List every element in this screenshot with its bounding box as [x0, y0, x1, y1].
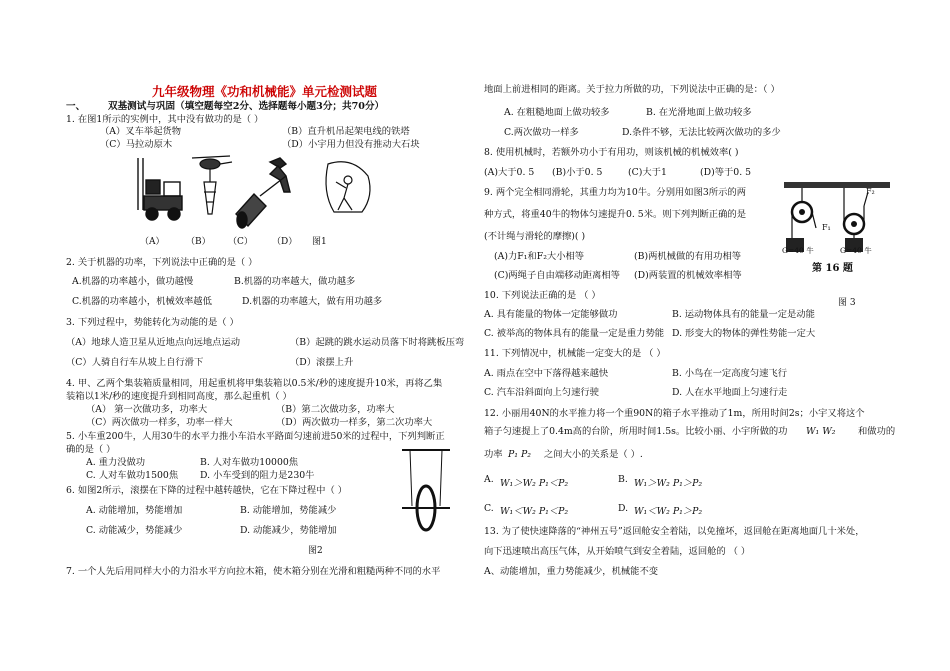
q7-option-b: B. 在光滑地面上做功较多: [646, 107, 752, 118]
question-7-continued: 地面上前进相同的距离。关于拉力所做的功，下列说法中正确的是：（ ）: [484, 84, 780, 95]
question-4-line-2: 装箱以1米/秒的速度提升到相同高度，那么起重机（ ）: [66, 391, 292, 402]
figure-3-force-f2: F₂: [866, 187, 875, 196]
figure-3-weight-left: G=40 牛: [782, 246, 814, 255]
q10-option-d: D. 形变大的物体的弹性势能一定大: [672, 328, 816, 339]
question-8: 8. 使用机械时，若额外功小于有用功，则该机械的机械效率( ): [484, 147, 739, 158]
question-6: 6. 如图2所示，滚摆在下降的过程中越转越快，它在下降过程中（ ）: [66, 485, 348, 496]
q8-option-b: (B)小于0. 5: [552, 167, 603, 178]
figure-3-caption: 图 3: [838, 298, 856, 308]
figure-2-caption: 图2: [308, 546, 323, 556]
exam-title: 九年级物理《功和机械能》单元检测试题: [152, 84, 378, 99]
q3-option-c: （C）人骑自行车从坡上自行滑下: [66, 357, 204, 368]
q10-option-a: A. 具有能量的物体一定能够做功: [484, 309, 618, 320]
q12-option-b-formula: W₁＞W₂ P₁＞P₂: [634, 478, 703, 489]
q12-option-d-formula: W₁＜W₂ P₁＞P₂: [634, 506, 703, 517]
q3-option-b: （B）起跳的跳水运动员落下时将跳板压弯: [290, 337, 465, 348]
question-12-line-3a: 功率: [484, 449, 503, 460]
question-9-line-3: (不计绳与滑轮的摩擦)( ): [484, 231, 586, 242]
question-12-line-3b: 之间大小的关系是（ ）.: [544, 449, 643, 460]
question-12-line-1: 12. 小丽用40N的水平推力将一个重90N的箱子水平推动了1m，所用时间2s；小宇又将这个: [484, 408, 865, 419]
horse-log-illustration: [236, 158, 290, 228]
q11-option-c: C. 汽车沿斜面向上匀速行驶: [484, 387, 599, 398]
question-1: 1. 在图1所示的实例中，其中没有做功的是（ ）: [66, 114, 264, 125]
figure-2-rolling-pendulum: [398, 446, 454, 536]
q7-option-d: D.条件不够，无法比较两次做功的多少: [622, 127, 781, 138]
q9-option-b: (B)两机械做的有用功相等: [634, 251, 742, 262]
q8-option-d: (D)等于0. 5: [700, 167, 752, 178]
q8-option-c: (C)大于1: [628, 167, 667, 178]
q12-option-a-label: A.: [484, 474, 494, 485]
q6-option-a: A. 动能增加，势能增加: [86, 505, 183, 516]
helicopter-illustration: [192, 156, 232, 214]
q9-option-a: (A)力F₁和F₂大小相等: [494, 251, 585, 262]
q4-option-d: （D）两次做功一样多，第二次功率大: [276, 417, 433, 428]
question-9-line-1: 9. 两个完全相同滑轮，其重力均为10牛。分别用如图3所示的两: [484, 187, 746, 198]
question-2: 2. 关于机器的功率，下列说法中正确的是（ ）: [66, 257, 258, 268]
question-13-line-2: 向下迅速喷出高压气体，从开始喷气到安全着陆，返回舱的 （ ）: [484, 546, 751, 557]
q1-option-c: （C）马拉动原木: [100, 139, 173, 150]
boy-pushing-rock-illustration: [326, 162, 370, 212]
q1-option-a: （A）叉车举起货物: [100, 126, 182, 137]
question-13-line-1: 13. 为了使快速降落的“神州五号”返回舱安全着陆，以免撞坏，返回舱在距离地面几十米处，: [484, 526, 865, 537]
q12-option-a-formula: W₁＞W₂ P₁＜P₂: [500, 478, 569, 489]
q11-option-b: B. 小鸟在一定高度匀速飞行: [672, 368, 788, 379]
q6-option-b: B. 动能增加，势能减少: [240, 505, 337, 516]
q4-option-b: （B）第二次做功多，功率大: [276, 404, 395, 415]
question-12-line-2a: 箱子匀速提上了0.4m高的台阶，所用时间1.5s。比较小丽、小宇所做的功: [484, 426, 788, 437]
q10-option-b: B. 运动物体具有的能量一定是动能: [672, 309, 815, 320]
question-12-work-symbols: W₁ W₂: [806, 426, 836, 437]
forklift-illustration: [138, 158, 182, 220]
figure-3-force-f1: F₁: [822, 223, 831, 232]
question-4-line-1: 4. 甲、乙两个集装箱质量相同，用起重机将甲集装箱以0.5米/秒的速度提升10米，再将乙集: [66, 378, 443, 389]
q5-option-d: D. 小车受到的阻力是230牛: [200, 470, 315, 481]
q7-option-c: C.两次做功一样多: [504, 127, 579, 138]
figure-1-label-d: （D）: [272, 237, 298, 247]
figure-1-illustrations: [130, 152, 380, 232]
figure-1-label-b: （B）: [186, 237, 211, 247]
q4-option-a: （A） 第一次做功多，功率大: [86, 404, 208, 415]
q5-option-a: A. 重力没做功: [86, 457, 146, 468]
question-7: 7. 一个人先后用同样大小的力沿水平方向拉木箱，使木箱分别在光滑和粗糙两种不同的水平: [66, 566, 441, 577]
q7-option-a: A. 在粗糙地面上做功较多: [504, 107, 610, 118]
q5-option-b: B. 人对车做功10000焦: [200, 457, 299, 468]
q1-option-b: （B）直升机吊起架电线的铁塔: [282, 126, 410, 137]
figure-3-title: 第 16 题: [812, 263, 853, 274]
question-12-line-2b: 和做功的: [858, 426, 896, 437]
figure-1-label-a: （A）: [140, 237, 165, 247]
question-5-line-2: 确的是（ ）: [66, 444, 116, 455]
question-12-power-symbols: P₁ P₂: [508, 449, 531, 460]
section-number: 一、: [66, 101, 86, 112]
q4-option-c: （C）两次做功一样多，功率一样大: [86, 417, 233, 428]
q3-option-a: （A）地球人造卫星从近地点向远地点运动: [66, 337, 241, 348]
q6-option-c: C. 动能减少，势能减少: [86, 525, 183, 536]
q12-option-b-label: B.: [618, 474, 628, 485]
q12-option-c-label: C.: [484, 503, 494, 514]
q2-option-d: D.机器的功率越大，做有用功越多: [242, 296, 383, 307]
figure-1-label-c: （C）: [228, 237, 253, 247]
q9-option-d: (D)两装置的机械效率相等: [634, 270, 742, 281]
q2-option-b: B.机器的功率越大，做功越多: [234, 276, 356, 287]
figure-1-caption: 图1: [312, 237, 327, 247]
question-11: 11. 下列情况中，机械能一定变大的是 （ ）: [484, 348, 666, 359]
q5-option-c: C. 人对车做功1500焦: [86, 470, 179, 481]
figure-3-weight-right: G=40 牛: [840, 246, 872, 255]
q9-option-c: (C)两绳子自由端移动距离相等: [494, 270, 620, 281]
q12-option-c-formula: W₁＜W₂ P₁＜P₂: [500, 506, 569, 517]
q10-option-c: C. 被举高的物体具有的能量一定是重力势能: [484, 328, 665, 339]
q2-option-c: C.机器的功率越小，机械效率越低: [72, 296, 212, 307]
q12-option-d-label: D.: [618, 503, 629, 514]
q6-option-d: D. 动能减少，势能增加: [240, 525, 337, 536]
question-3: 3. 下列过程中，势能转化为动能的是（ ）: [66, 317, 239, 328]
q8-option-a: (A)大于0. 5: [484, 167, 535, 178]
q11-option-a: A. 雨点在空中下落得越来越快: [484, 368, 609, 379]
q3-option-d: （D）滚摆上升: [290, 357, 354, 368]
question-5-line-1: 5. 小车重200牛，人用30牛的水平力推小车沿水平路面匀速前进50米的过程中，下列判断正: [66, 431, 445, 442]
q13-option-a: A、动能增加，重力势能减少，机械能不变: [484, 566, 659, 577]
q2-option-a: A.机器的功率越小，做功越慢: [72, 276, 194, 287]
q11-option-d: D. 人在水平地面上匀速行走: [672, 387, 788, 398]
question-10: 10. 下列说法正确的是 （ ）: [484, 290, 601, 301]
q1-option-d: （D）小宇用力但没有推动大石块: [282, 139, 420, 150]
question-9-line-2: 种方式，将重40牛的物体匀速提升0. 5米。则下列判断正确的是: [484, 209, 746, 220]
section-title: 双基测试与巩固（填空题每空2分、选择题每小题3分；共70分）: [108, 101, 385, 112]
